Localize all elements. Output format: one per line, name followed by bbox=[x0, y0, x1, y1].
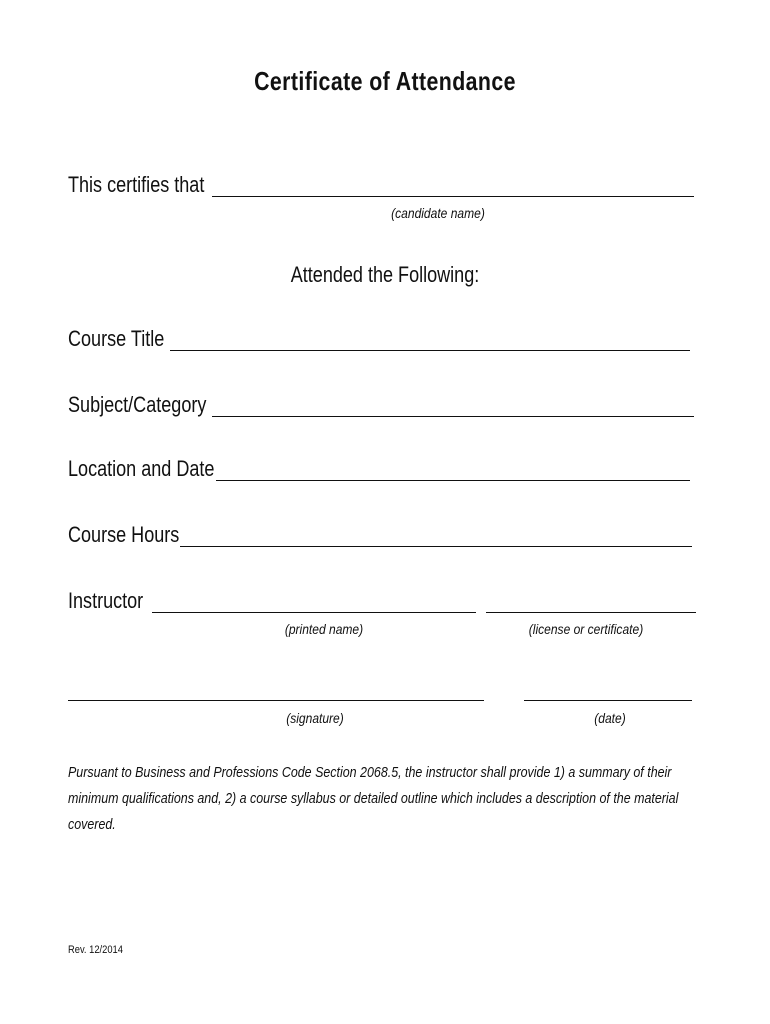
location-date-row bbox=[68, 456, 247, 482]
signature-field[interactable] bbox=[68, 700, 484, 701]
certifies-row bbox=[68, 172, 234, 198]
course-title-field[interactable] bbox=[170, 350, 690, 351]
legal-notice: Pursuant to Business and Professions Code Section 2068.5, the instructor shall provide 1) a summary of their minimum qualifications and, 2) a course syllabus or detailed outline which includes a description of the material covered. bbox=[68, 764, 679, 833]
course-hours-row bbox=[68, 522, 204, 548]
course-title-label: Course Title bbox=[68, 326, 165, 351]
signature-caption: (signature) bbox=[286, 710, 344, 726]
page-title: Certificate of Attendance bbox=[254, 66, 516, 96]
instructor-label: Instructor bbox=[68, 588, 144, 613]
instructor-row bbox=[68, 588, 160, 614]
subject-category-label: Subject/Category bbox=[68, 392, 207, 417]
date-caption: (date) bbox=[594, 710, 626, 726]
certifies-label: This certifies that bbox=[68, 172, 205, 197]
subject-category-field[interactable] bbox=[212, 416, 694, 417]
location-date-label: Location and Date bbox=[68, 456, 215, 481]
printed-name-caption: (printed name) bbox=[284, 621, 364, 637]
candidate-name-caption: (candidate name) bbox=[391, 205, 485, 221]
location-date-field[interactable] bbox=[216, 480, 690, 481]
date-field[interactable] bbox=[524, 700, 692, 701]
course-title-row bbox=[68, 326, 185, 352]
instructor-printed-name-field[interactable] bbox=[152, 612, 476, 613]
candidate-name-field[interactable] bbox=[212, 196, 694, 197]
course-hours-label: Course Hours bbox=[68, 522, 180, 547]
instructor-license-field[interactable] bbox=[486, 612, 696, 613]
license-caption: (license or certificate) bbox=[528, 621, 644, 637]
attended-heading: Attended the Following: bbox=[290, 262, 480, 287]
course-hours-field[interactable] bbox=[180, 546, 692, 547]
revision-label: Rev. 12/2014 bbox=[68, 944, 123, 956]
subject-category-row bbox=[68, 392, 237, 418]
